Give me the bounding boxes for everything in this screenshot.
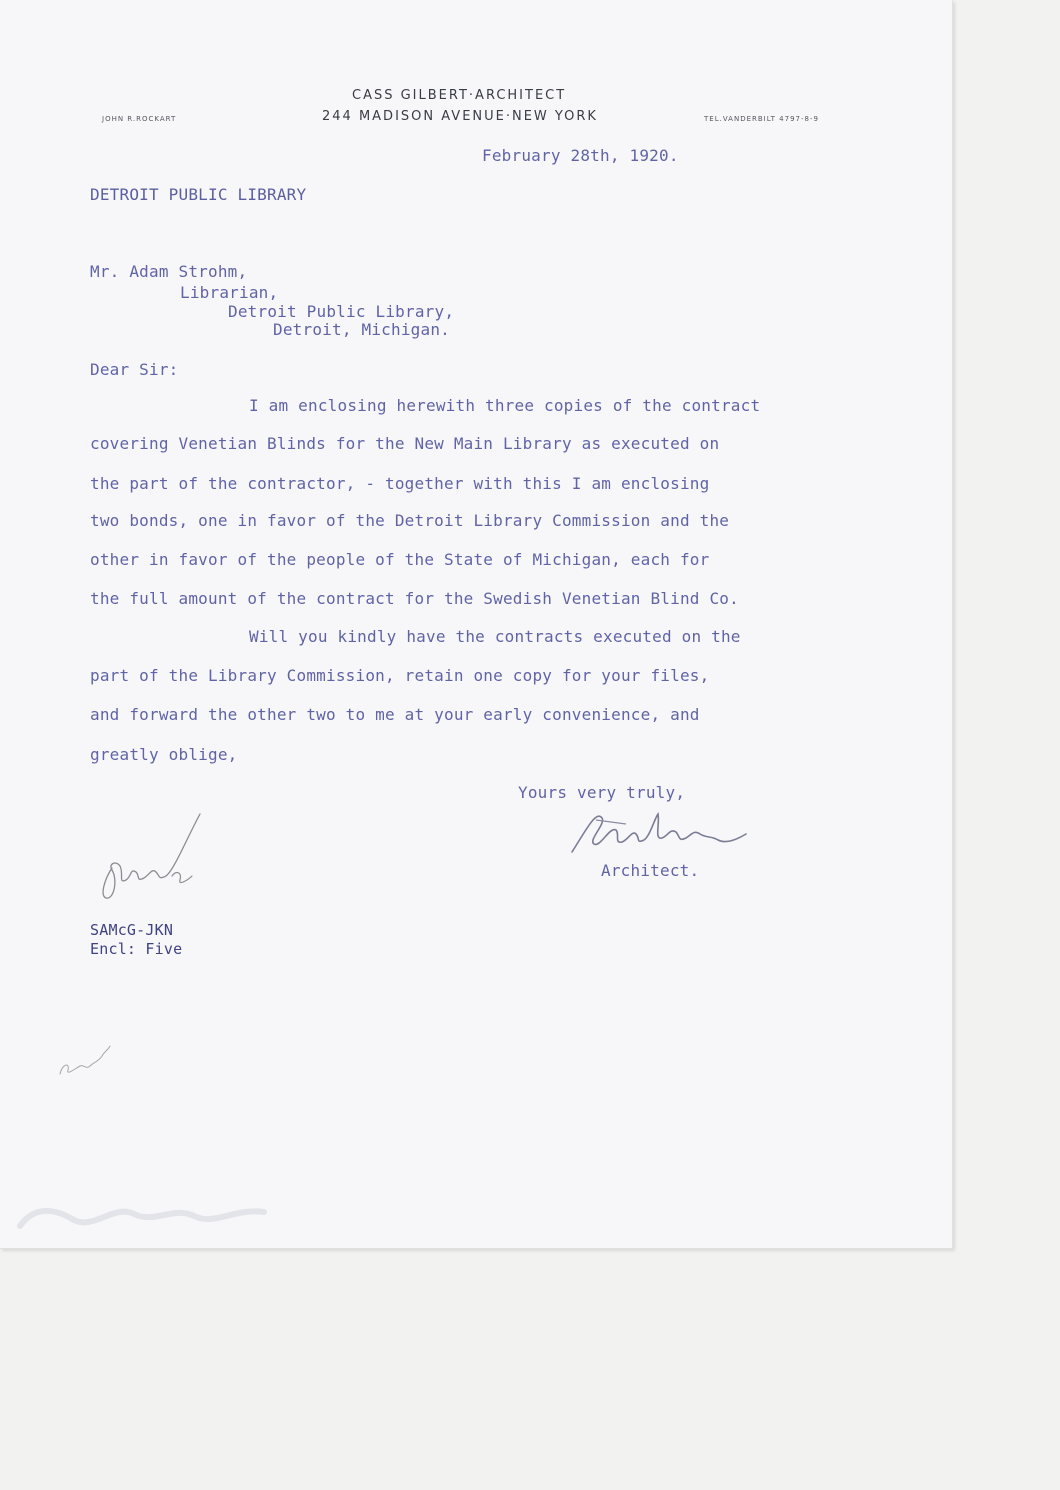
letterhead-telephone: TEL.VANDERBILT 4797-8-9 [704,115,819,123]
architect-signature [566,800,756,860]
body-line: I am enclosing herewith three copies of the contract [249,396,761,415]
letterhead-name: JOHN R.ROCKART [102,115,177,123]
reference-initials: SAMcG-JKN [90,921,174,939]
body-line: greatly oblige, [90,745,238,764]
body-line: and forward the other two to me at your early convenience, and [90,705,700,724]
enclosures-note: Encl: Five [90,940,183,958]
recipient-name: Mr. Adam Strohm, [90,262,248,281]
closing: Yours very truly, [518,783,686,802]
body-line: covering Venetian Blinds for the New Main Library as executed on [90,434,720,453]
body-line: other in favor of the people of the State of Michigan, each for [90,550,710,569]
letter-subject: DETROIT PUBLIC LIBRARY [90,185,307,204]
letterhead-firm: CASS GILBERT·ARCHITECT [352,88,567,103]
letterhead-address: 244 MADISON AVENUE·NEW YORK [322,109,598,124]
body-line: Will you kindly have the contracts executed on the [249,627,741,646]
body-line: the full amount of the contract for the Swedish Venetian Blind Co. [90,589,739,608]
body-line: two bonds, one in favor of the Detroit Library Commission and the [90,511,730,530]
body-line: the part of the contractor, - together with this I am enclosing [90,474,710,493]
recipient-title: Librarian, [180,283,279,302]
faded-archive-stamp [14,1196,274,1236]
signature-title: Architect. [601,861,700,880]
recipient-city: Detroit, Michigan. [273,320,450,339]
recipient-organization: Detroit Public Library, [228,302,455,321]
body-line: part of the Library Commission, retain one copy for your files, [90,666,710,685]
initials-signature [96,810,206,905]
letter-date: February 28th, 1920. [482,146,679,165]
salutation: Dear Sir: [90,360,179,379]
pencil-mark [56,1040,112,1080]
